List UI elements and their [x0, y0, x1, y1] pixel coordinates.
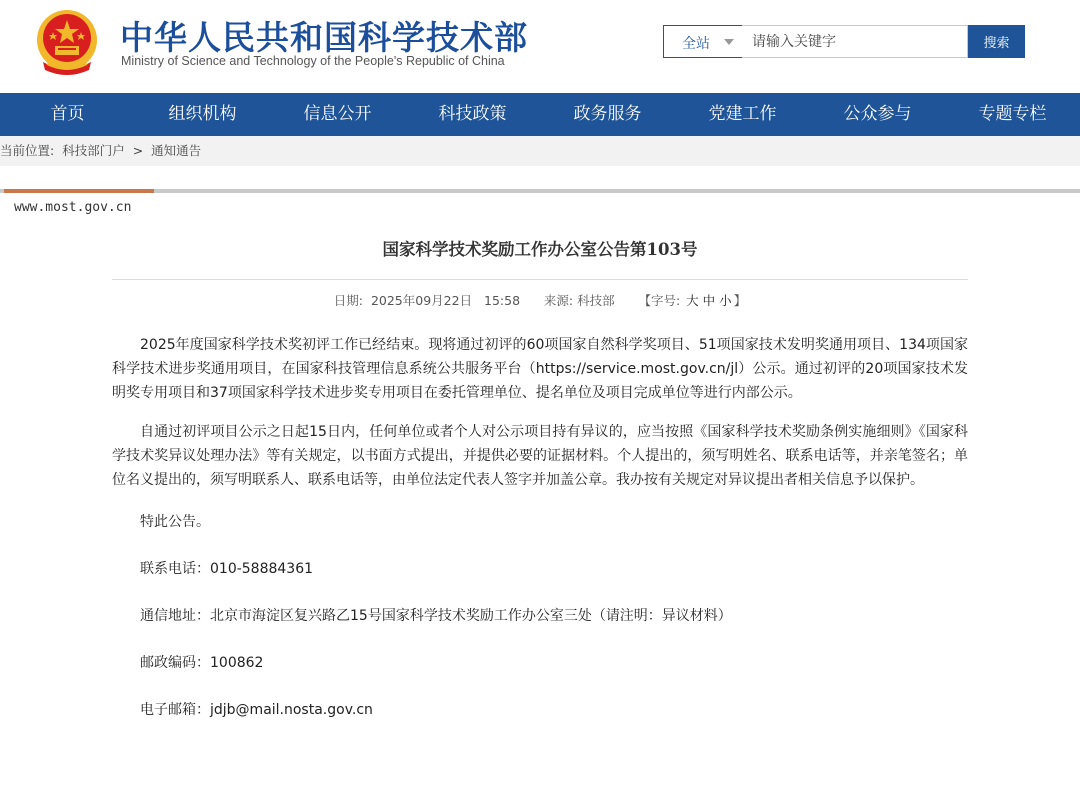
- font-size-large-button[interactable]: 大: [686, 293, 699, 308]
- title-divider: [112, 279, 968, 280]
- source-label: 来源:: [543, 293, 574, 308]
- contact-email: 电子邮箱：jdjb@mail.nosta.gov.cn: [140, 702, 373, 718]
- fontsize-label: 【字号:: [638, 293, 681, 308]
- nav-item-party[interactable]: 党建工作: [708, 104, 777, 124]
- national-emblem-icon[interactable]: [31, 6, 103, 78]
- search-scope-select[interactable]: [663, 25, 743, 58]
- contact-postcode: 邮政编码：100862: [140, 655, 264, 671]
- article-source: 科技部: [577, 293, 615, 308]
- chevron-down-icon: [724, 39, 734, 45]
- site-title[interactable]: 中华人民共和国科学技术部: [120, 18, 528, 57]
- font-size-small-button[interactable]: 小: [719, 293, 732, 308]
- article-body: [112, 333, 968, 745]
- nav-item-information[interactable]: 信息公开: [303, 104, 372, 124]
- article-paragraph: 2025年度国家科学技术奖初评工作已经结束。现将通过初评的60项国家自然科学奖项目、51项国家技术发明奖通用项目、134项国家科学技术进步奖通用项目，在国家科技管理信息系统公共服务平台（https://service.most.gov.cn/jl）公示。通过初评的20项国家技术发明奖专用项目和37项国家科学技术进步奖专用项目在委托管理单位、提名单位及项目完成单位等进行内部公示。: [112, 337, 968, 401]
- breadcrumb-item-portal[interactable]: 科技部门户: [62, 143, 125, 158]
- search-button[interactable]: 搜索: [968, 25, 1025, 58]
- breadcrumb-prefix: 当前位置:: [0, 143, 55, 158]
- search-bar: [663, 25, 1025, 58]
- nav-item-organization[interactable]: 组织机构: [168, 104, 237, 124]
- contact-phone: 联系电话：010-58884361: [140, 561, 314, 577]
- fontsize-close: 】: [733, 293, 747, 308]
- nav-item-public[interactable]: 公众参与: [843, 104, 912, 124]
- date-label: 日期:: [333, 293, 363, 308]
- nav-item-home[interactable]: 首页: [50, 104, 85, 124]
- site-header: [0, 0, 1080, 93]
- article-time: 15:58: [484, 293, 521, 308]
- site-subtitle: Ministry of Science and Technology of the People's Republic of China: [121, 54, 505, 68]
- section-divider-accent: [4, 189, 154, 193]
- article-paragraph: 自通过初评项目公示之日起15日内，任何单位或者个人对公示项目持有异议的，应当按照《国家科学技术奖励条例实施细则》《国家科学技术奖异议处理办法》等有关规定，以书面方式提出，并提供必要的证据材料。个人提出的，须写明姓名、联系电话等，并亲笔签名；单位名义提出的，须写明联系人、联系电话等，由单位法定代表人签字并加盖公章。我办按有关规定对异议提出者相关信息予以保护。: [112, 424, 968, 488]
- breadcrumb-item-notices[interactable]: 通知通告: [151, 143, 202, 158]
- site-url: www.most.gov.cn: [14, 200, 132, 215]
- article-date: 2025年09月22日: [370, 293, 473, 308]
- search-input[interactable]: [742, 25, 968, 58]
- breadcrumb-separator: >: [132, 143, 144, 158]
- article-meta: [0, 291, 1080, 309]
- breadcrumb: [0, 136, 1080, 166]
- article-title: 国家科学技术奖励工作办公室公告第103号: [382, 240, 698, 259]
- search-scope-label: 全站: [682, 36, 710, 52]
- article-closing: 特此公告。: [140, 514, 210, 530]
- contact-address: 通信地址：北京市海淀区复兴路乙15号国家科学技术奖励工作办公室三处（请注明：异议材料）: [140, 608, 732, 624]
- nav-item-services[interactable]: 政务服务: [573, 104, 642, 124]
- section-divider: [0, 189, 1080, 193]
- main-nav: [0, 93, 1080, 136]
- nav-item-topics[interactable]: 专题专栏: [978, 104, 1047, 124]
- nav-item-policy[interactable]: 科技政策: [438, 104, 507, 124]
- font-size-medium-button[interactable]: 中: [702, 293, 716, 308]
